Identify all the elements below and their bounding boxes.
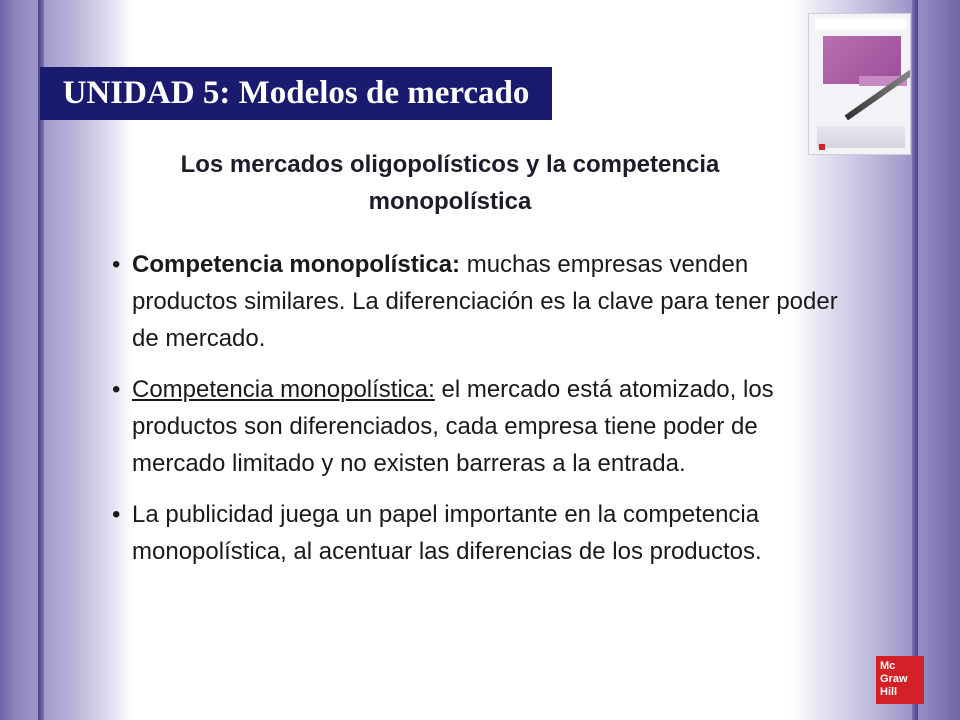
bullet-item-2 [112,371,852,482]
bullet-item-1 [112,246,852,357]
ruler-illustration [817,126,905,148]
bullet-marker: • [112,501,121,528]
bullet-marker: • [112,376,121,403]
logo-line-3: Hill [880,686,898,698]
bullet-list [112,246,852,584]
subtitle-line-2: monopolística [368,188,532,215]
book-cover-image [808,13,911,155]
logo-line-2: Graw [880,673,908,685]
bullet-text: muchas empresas venden productos similares. La diferenciación es la clave para tener poder de mercado. [132,251,838,352]
bullet-text: La publicidad juega un papel importante en la competencia monopolística, al acentuar las diferencias de los productos. [132,501,762,565]
book-cover-tab [815,18,906,30]
bullet-text: el mercado está atomizado, los productos son diferenciados, cada empresa tiene poder de mercado limitado y no existen barreras a la entrada. [132,376,774,477]
unit-title-banner: UNIDAD 5: Modelos de mercado [40,67,552,120]
slide-subtitle [60,146,840,220]
bullet-item-3 [112,496,852,570]
bullet-lead-term: Competencia monopolística: [132,376,435,403]
logo-line-1: Mc [880,660,896,672]
mcgraw-hill-logo [876,656,924,704]
bullet-marker: • [112,251,121,278]
bullet-lead-term: Competencia monopolística: [132,251,461,278]
subtitle-line-1: Los mercados oligopolísticos y la competencia [180,151,720,178]
